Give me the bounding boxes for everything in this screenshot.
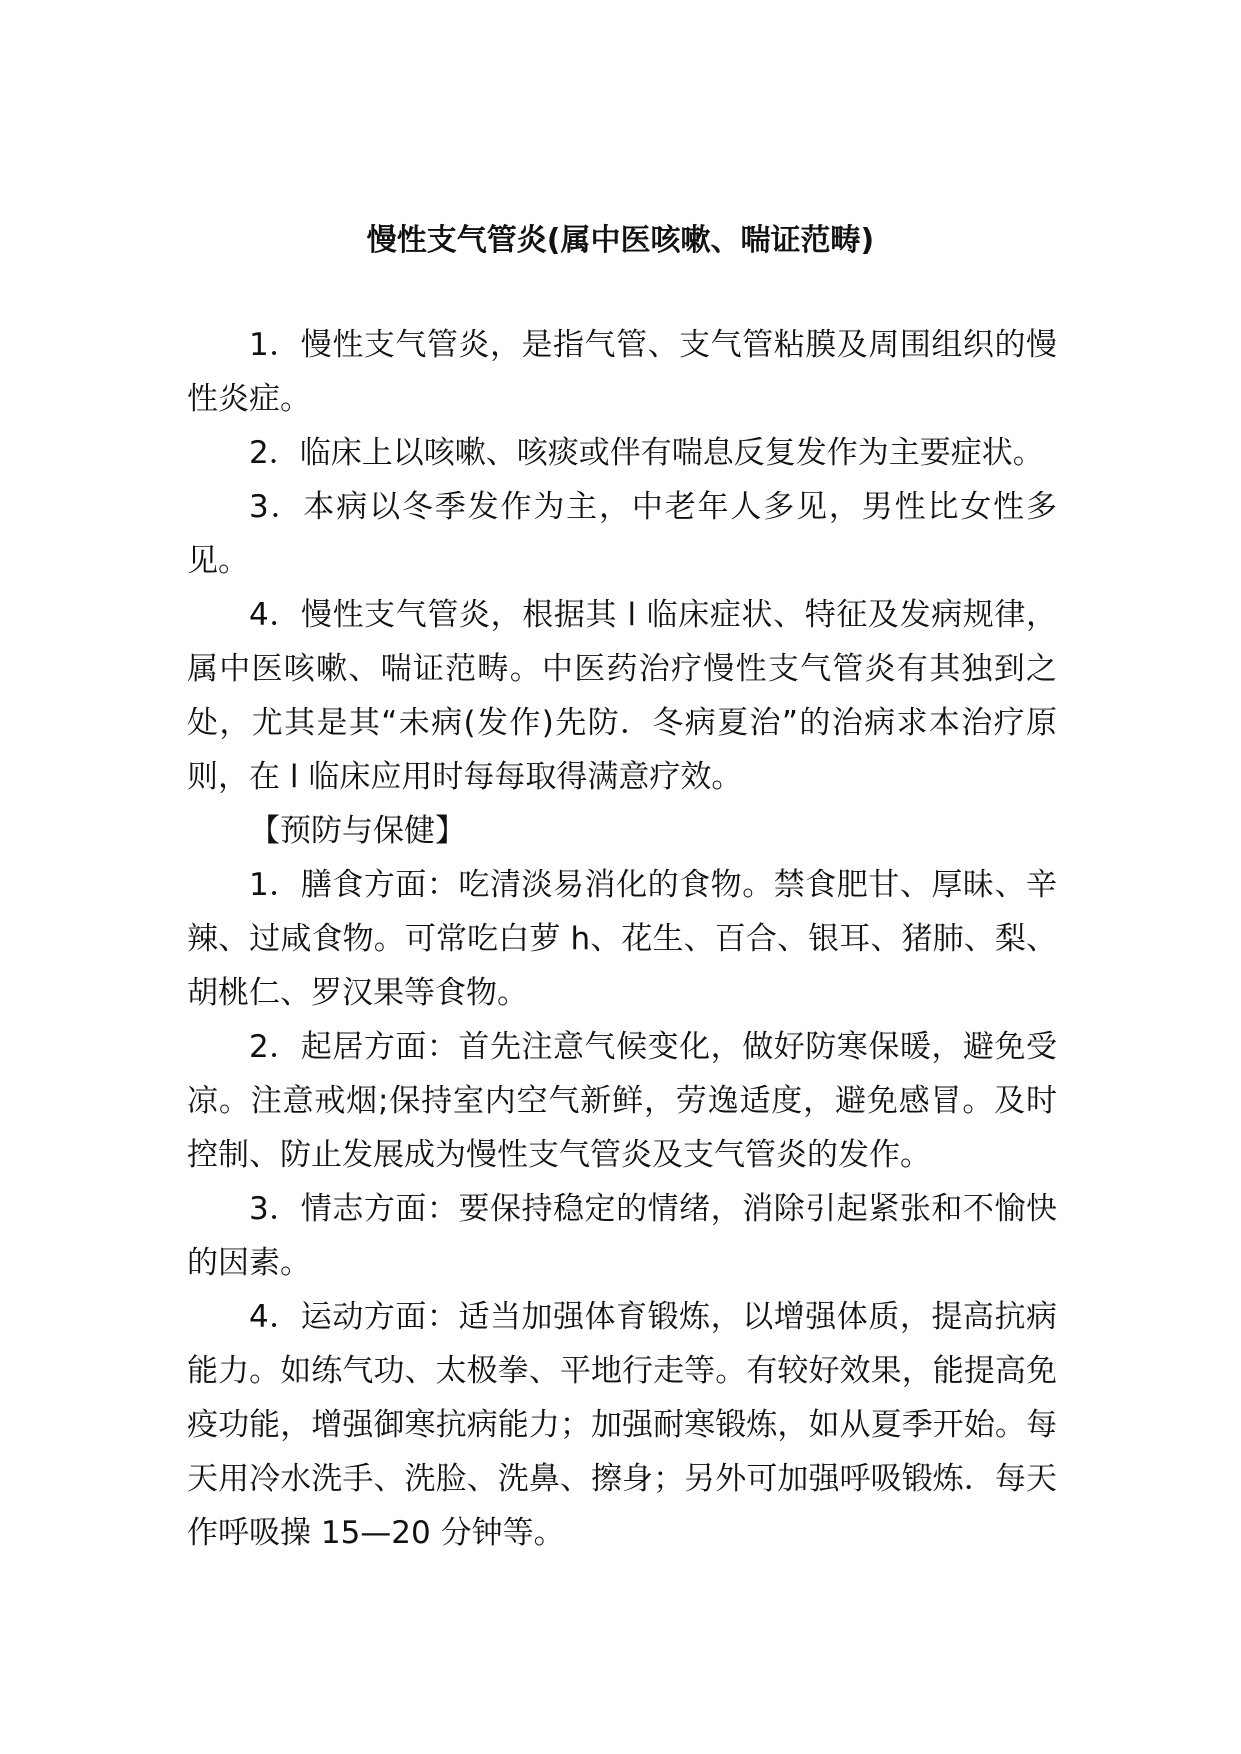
paragraph-diet: 1．膳食方面：吃清淡易消化的食物。禁食肥甘、厚昧、辛辣、过咸食物。可常吃白萝 h、花生、百合、银耳、猪肺、梨、胡桃仁、罗汉果等食物。 — [187, 867, 1057, 1011]
paragraph-intro-3: 3．本病以冬季发作为主，中老年人多见，男性比女性多见。 — [187, 489, 1057, 579]
document-title: 慢性支气管炎(属中医咳嗽、喘证范畴) — [366, 223, 875, 258]
paragraph-daily-life: 2．起居方面：首先注意气候变化，做好防寒保暖，避免受凉。注意戒烟;保持室内空气新鲜，劳逸适度，避免感冒。及时控制、防止发展成为慢性支气管炎及支气管炎的发作。 — [187, 1029, 1057, 1173]
section-heading-prevention: 【预防与保健】 — [249, 813, 466, 849]
paragraph-intro-2: 2．临床上以咳嗽、咳痰或伴有喘息反复发作为主要症状。 — [249, 435, 1044, 471]
paragraph-emotion: 3．情志方面：要保持稳定的情绪，消除引起紧张和不愉快的因素。 — [187, 1191, 1057, 1281]
paragraph-intro-1: 1．慢性支气管炎，是指气管、支气管粘膜及周围组织的慢性炎症。 — [187, 327, 1057, 417]
document-body — [187, 318, 1057, 1560]
paragraph-intro-4: 4．慢性支气管炎，根据其 l 临床症状、特征及发病规律，属中医咳嗽、喘证范畴。中医药治疗慢性支气管炎有其独到之处，尤其是其“未病(发作)先防．冬病夏治”的治病求本治疗原则，在 l 临床应用时每每取得满意疗效。 — [187, 597, 1057, 795]
paragraph-exercise: 4．运动方面：适当加强体育锻炼，以增强体质，提高抗病能力。如练气功、太极拳、平地行走等。有较好效果，能提高免疫功能，增强御寒抗病能力；加强耐寒锻炼，如从夏季开始。每天用冷水洗手、洗脸、洗鼻、擦身；另外可加强呼吸锻炼．每天作呼吸操 15—20 分钟等。 — [187, 1299, 1057, 1551]
